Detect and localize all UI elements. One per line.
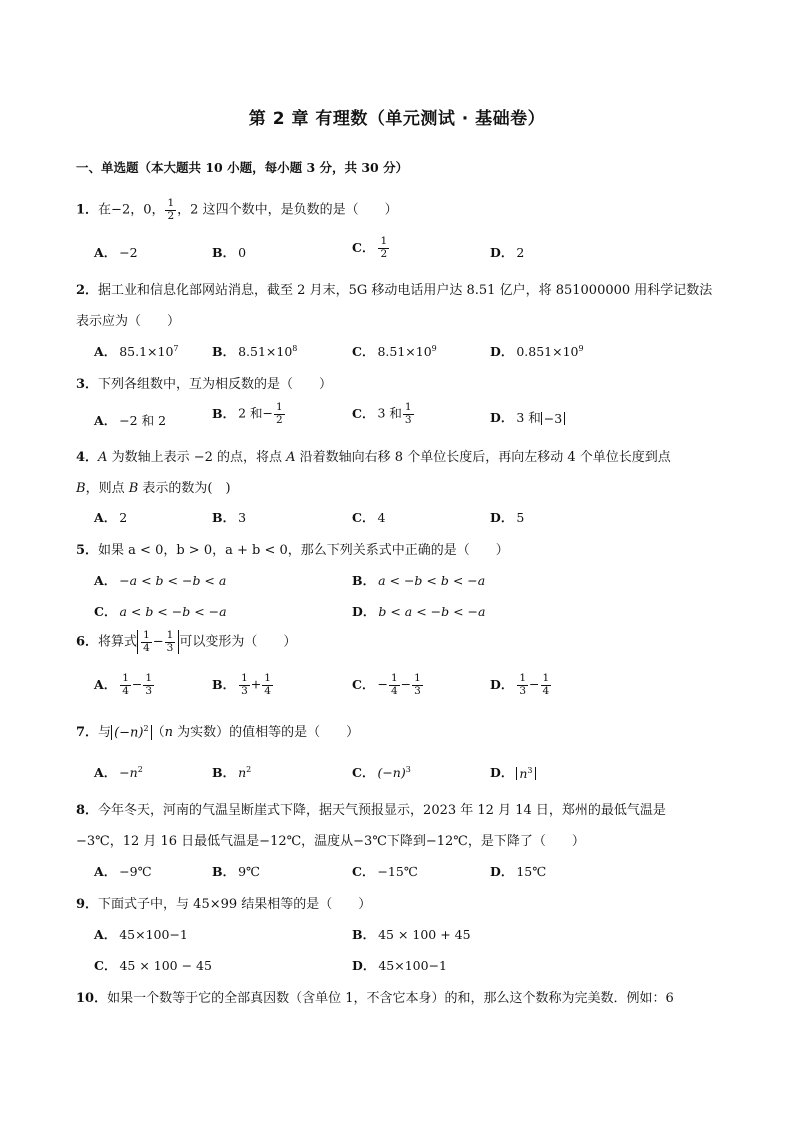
- option-a[interactable]: [94, 571, 226, 589]
- option-label: C．: [352, 239, 375, 255]
- option-label: C．: [352, 344, 375, 359]
- option-label: A．: [94, 573, 117, 588]
- option-text: 45 × 100 + 45: [378, 927, 471, 942]
- numerator: 1: [166, 629, 174, 641]
- question-2: [76, 279, 712, 298]
- option-c[interactable]: [352, 508, 385, 526]
- option-label: C．: [352, 405, 375, 421]
- absolute-value: [516, 767, 535, 781]
- option-label: B．: [212, 676, 236, 692]
- question-number: 8．: [76, 803, 99, 818]
- numerator: 1: [122, 672, 129, 684]
- option-label: D．: [352, 958, 376, 973]
- option-label: B．: [212, 765, 236, 780]
- option-label: D．: [490, 245, 514, 260]
- point-b: B: [128, 481, 139, 496]
- option-b[interactable]: [352, 925, 471, 943]
- option-c[interactable]: [352, 673, 424, 697]
- option-text: −15℃: [377, 864, 418, 879]
- question-9: [76, 893, 371, 912]
- option-text: 4: [377, 510, 386, 525]
- fraction: [274, 402, 285, 426]
- option-d[interactable]: [490, 342, 584, 360]
- point-b: B: [76, 481, 86, 496]
- denominator: 3: [404, 413, 412, 426]
- question-number: 1．: [76, 202, 99, 218]
- option-text: 0.851×10: [516, 344, 579, 359]
- option-label: A．: [94, 413, 117, 428]
- option-label: C．: [94, 604, 117, 619]
- operator: −: [400, 676, 412, 692]
- option-c[interactable]: [352, 236, 390, 260]
- denominator: 4: [122, 684, 129, 697]
- fraction: [378, 236, 389, 260]
- expression: (−n): [114, 725, 144, 741]
- question-number: 10．: [76, 991, 108, 1006]
- absolute-value: −3: [541, 412, 565, 426]
- numerator: 1: [167, 197, 175, 209]
- denominator: 3: [145, 684, 153, 697]
- point-a: A: [286, 450, 296, 465]
- question-number: 4．: [76, 450, 99, 465]
- option-d[interactable]: [490, 763, 536, 781]
- option-label: C．: [352, 676, 375, 692]
- option-label: B．: [212, 245, 236, 260]
- fraction: [517, 673, 528, 697]
- option-d[interactable]: [352, 956, 447, 974]
- denominator: 2: [167, 209, 175, 222]
- option-b[interactable]: [212, 673, 274, 697]
- exponent: 9: [431, 343, 437, 353]
- numerator: 1: [404, 401, 412, 413]
- option-text: 9℃: [238, 864, 261, 879]
- option-c[interactable]: [352, 862, 418, 880]
- question-text: 为数轴上表示 −2 的点，将点: [107, 450, 287, 465]
- option-label: D．: [490, 676, 514, 692]
- numerator: 1: [542, 672, 550, 684]
- absolute-value: [111, 725, 152, 741]
- question-text: 今年冬天，河南的气温呈断崖式下降，据天气预报显示，2023 年 12 月 14 日，郑州的最低气温是: [98, 803, 666, 818]
- option-label: C．: [352, 510, 375, 525]
- option-b[interactable]: [212, 763, 251, 781]
- option-label: B．: [212, 405, 236, 421]
- numerator: 1: [143, 629, 150, 641]
- option-label: B．: [352, 927, 376, 942]
- fraction: [262, 673, 273, 697]
- question-4-line2: [76, 477, 231, 496]
- option-a[interactable]: [94, 508, 127, 526]
- question-number: 6．: [76, 634, 99, 650]
- fraction: [239, 673, 250, 697]
- question-text: 将算式: [98, 634, 138, 650]
- question-7: [76, 721, 359, 740]
- option-a[interactable]: [94, 673, 155, 697]
- exponent: 3: [405, 764, 411, 774]
- numerator: 1: [241, 672, 248, 684]
- option-d[interactable]: [490, 508, 524, 526]
- option-label: A．: [94, 864, 117, 879]
- option-label: D．: [352, 604, 376, 619]
- question-text: （: [151, 725, 165, 740]
- numerator: 1: [145, 672, 153, 684]
- option-c[interactable]: [94, 956, 212, 974]
- fraction: [403, 402, 414, 426]
- option-label: A．: [94, 245, 117, 260]
- option-text: a < b < −b < −a: [119, 604, 227, 619]
- option-text: 45 × 100 − 45: [119, 958, 212, 973]
- option-label: A．: [94, 344, 117, 359]
- option-label: D．: [490, 410, 514, 425]
- option-c[interactable]: [352, 763, 411, 781]
- option-text: −2 和 2: [119, 413, 167, 428]
- question-text: 在−2，0，: [98, 202, 165, 218]
- option-label: D．: [490, 765, 514, 780]
- fraction: [120, 673, 131, 697]
- option-text: 2: [516, 245, 525, 260]
- exponent: 9: [578, 343, 584, 353]
- option-label: C．: [94, 958, 117, 973]
- option-text: −9℃: [119, 864, 152, 879]
- numerator: 1: [414, 672, 421, 684]
- question-text: 可以变形为（ ）: [179, 634, 297, 650]
- option-text: 2 和−: [238, 405, 273, 421]
- question-text: ，2 这四个数中，是负数的是（ ）: [177, 202, 398, 218]
- question-text: 与: [98, 725, 112, 740]
- page-title: 第 2 章 有理数（单元测试 · 基础卷）: [248, 109, 546, 129]
- option-b[interactable]: [212, 402, 286, 426]
- option-b[interactable]: [212, 342, 297, 360]
- fraction: [541, 673, 552, 697]
- option-b[interactable]: [212, 508, 246, 526]
- denominator: 3: [519, 684, 527, 697]
- denominator: 3: [241, 684, 248, 697]
- question-10: [76, 987, 674, 1006]
- question-text: 为实数）的值相等的是（ ）: [172, 725, 360, 740]
- absolute-value: [137, 630, 179, 654]
- question-2-line2: 表示应为（ ）: [76, 314, 181, 329]
- option-label: C．: [352, 765, 375, 780]
- option-text: b < a < −b < −a: [378, 604, 486, 619]
- option-text: a < −b < b < −a: [378, 573, 486, 588]
- fraction: [389, 673, 400, 697]
- denominator: 3: [166, 641, 174, 654]
- question-text: ，则点: [85, 481, 129, 496]
- question-number: 2．: [76, 283, 99, 298]
- minus-sign: −: [152, 634, 164, 650]
- numerator: 1: [275, 401, 283, 413]
- exponent: 2: [246, 764, 252, 774]
- option-text: 45×100−1: [378, 958, 448, 973]
- question-1: [76, 198, 398, 222]
- option-text: −2: [119, 245, 138, 260]
- exponent: 8: [292, 343, 298, 353]
- option-text: n: [238, 765, 247, 780]
- operator: −: [131, 676, 143, 692]
- operator: −: [529, 676, 540, 692]
- question-6: [76, 630, 296, 654]
- exponent: 2: [143, 723, 149, 733]
- exponent: 7: [173, 343, 179, 353]
- exponent: 2: [137, 764, 143, 774]
- option-text: 45×100−1: [119, 927, 188, 942]
- denominator: 4: [542, 684, 550, 697]
- question-8-line2: −3℃，12 月 16 日最低气温是−12℃，温度从−3℃下降到−12℃，是下降了（ ）: [76, 834, 585, 849]
- question-8: [76, 799, 666, 818]
- option-b[interactable]: [212, 862, 260, 880]
- variable: n: [164, 725, 173, 740]
- numerator: 1: [264, 672, 271, 684]
- option-a[interactable]: [94, 763, 143, 781]
- denominator: 2: [275, 413, 283, 426]
- question-number: 9．: [76, 897, 99, 912]
- question-text: 表示的数为( ): [138, 481, 231, 496]
- question-text: 下列各组数中，互为相反数的是（ ）: [98, 377, 333, 392]
- option-a[interactable]: [94, 862, 152, 880]
- option-label: A．: [94, 676, 117, 692]
- option-label: B．: [212, 344, 236, 359]
- option-d[interactable]: [490, 243, 524, 261]
- denominator: 4: [143, 641, 150, 654]
- question-number: 5．: [76, 543, 99, 558]
- option-d[interactable]: [490, 862, 546, 880]
- denominator: 4: [390, 684, 398, 697]
- option-d[interactable]: [352, 602, 485, 620]
- option-text: −n: [119, 765, 138, 780]
- question-text: 下面式子中，与 45×99 结果相等的是（ ）: [98, 897, 372, 912]
- question-text: 如果一个数等于它的全部真因数（含单位 1，不含它本身）的和，那么这个数称为完美数．例如：6: [107, 991, 674, 1006]
- option-b[interactable]: [352, 571, 485, 589]
- option-label: D．: [490, 344, 514, 359]
- option-text: 3 和: [377, 405, 402, 421]
- option-d[interactable]: [490, 673, 552, 697]
- denominator: 4: [264, 684, 271, 697]
- option-c[interactable]: [352, 342, 437, 360]
- option-d[interactable]: [490, 408, 565, 426]
- option-label: C．: [352, 864, 375, 879]
- question-4: [76, 446, 671, 465]
- option-a[interactable]: [94, 342, 179, 360]
- denominator: 2: [380, 247, 388, 260]
- option-text: n: [519, 765, 528, 781]
- option-label: A．: [94, 927, 117, 942]
- question-number: 7．: [76, 725, 99, 740]
- option-a[interactable]: [94, 411, 166, 429]
- fraction: [141, 630, 152, 654]
- option-c[interactable]: [94, 602, 227, 620]
- option-text: 3 和: [516, 410, 541, 425]
- option-label: A．: [94, 765, 117, 780]
- option-text: −a < b < −b < a: [119, 573, 227, 588]
- option-label: D．: [490, 864, 514, 879]
- operator: +: [250, 676, 262, 692]
- option-label: B．: [212, 864, 236, 879]
- option-c[interactable]: [352, 402, 415, 426]
- option-text: 85.1×10: [119, 344, 174, 359]
- question-text: 沿着数轴向右移 8 个单位长度后，再向左移动 4 个单位长度到点: [295, 450, 671, 465]
- option-label: B．: [212, 510, 236, 525]
- operator: −: [377, 676, 388, 692]
- option-label: A．: [94, 510, 117, 525]
- numerator: 1: [519, 672, 527, 684]
- option-a[interactable]: [94, 243, 138, 261]
- option-text: 8.51×10: [238, 344, 293, 359]
- option-label: B．: [352, 573, 376, 588]
- option-text: 3: [238, 510, 247, 525]
- numerator: 1: [380, 235, 388, 247]
- option-text: 2: [119, 510, 128, 525]
- option-label: D．: [490, 510, 514, 525]
- question-5: [76, 539, 509, 558]
- option-text: 0: [238, 245, 247, 260]
- denominator: 3: [414, 684, 421, 697]
- option-b[interactable]: [212, 243, 246, 261]
- exponent: 3: [527, 765, 533, 775]
- section-heading: 一、单选题（本大题共 10 小题，每小题 3 分，共 30 分）: [76, 160, 409, 175]
- question-number: 3．: [76, 377, 99, 392]
- fraction: [412, 673, 423, 697]
- option-text: (−n): [377, 765, 406, 780]
- option-a[interactable]: [94, 925, 188, 943]
- numerator: 1: [390, 672, 398, 684]
- question-text: 如果 a < 0，b > 0，a + b < 0，那么下列关系式中正确的是（ ）: [98, 543, 509, 558]
- option-text: 8.51×10: [377, 344, 432, 359]
- fraction: [165, 630, 176, 654]
- fraction: [143, 673, 154, 697]
- option-text: 5: [516, 510, 525, 525]
- question-3: [76, 373, 332, 392]
- point-a: A: [98, 450, 108, 465]
- option-text: 15℃: [516, 864, 547, 879]
- question-text: 据工业和信息化部网站消息，截至 2 月末，5G 移动电话用户达 8.51 亿户，将 851000000 用科学记数法: [98, 283, 713, 298]
- fraction: [165, 198, 176, 222]
